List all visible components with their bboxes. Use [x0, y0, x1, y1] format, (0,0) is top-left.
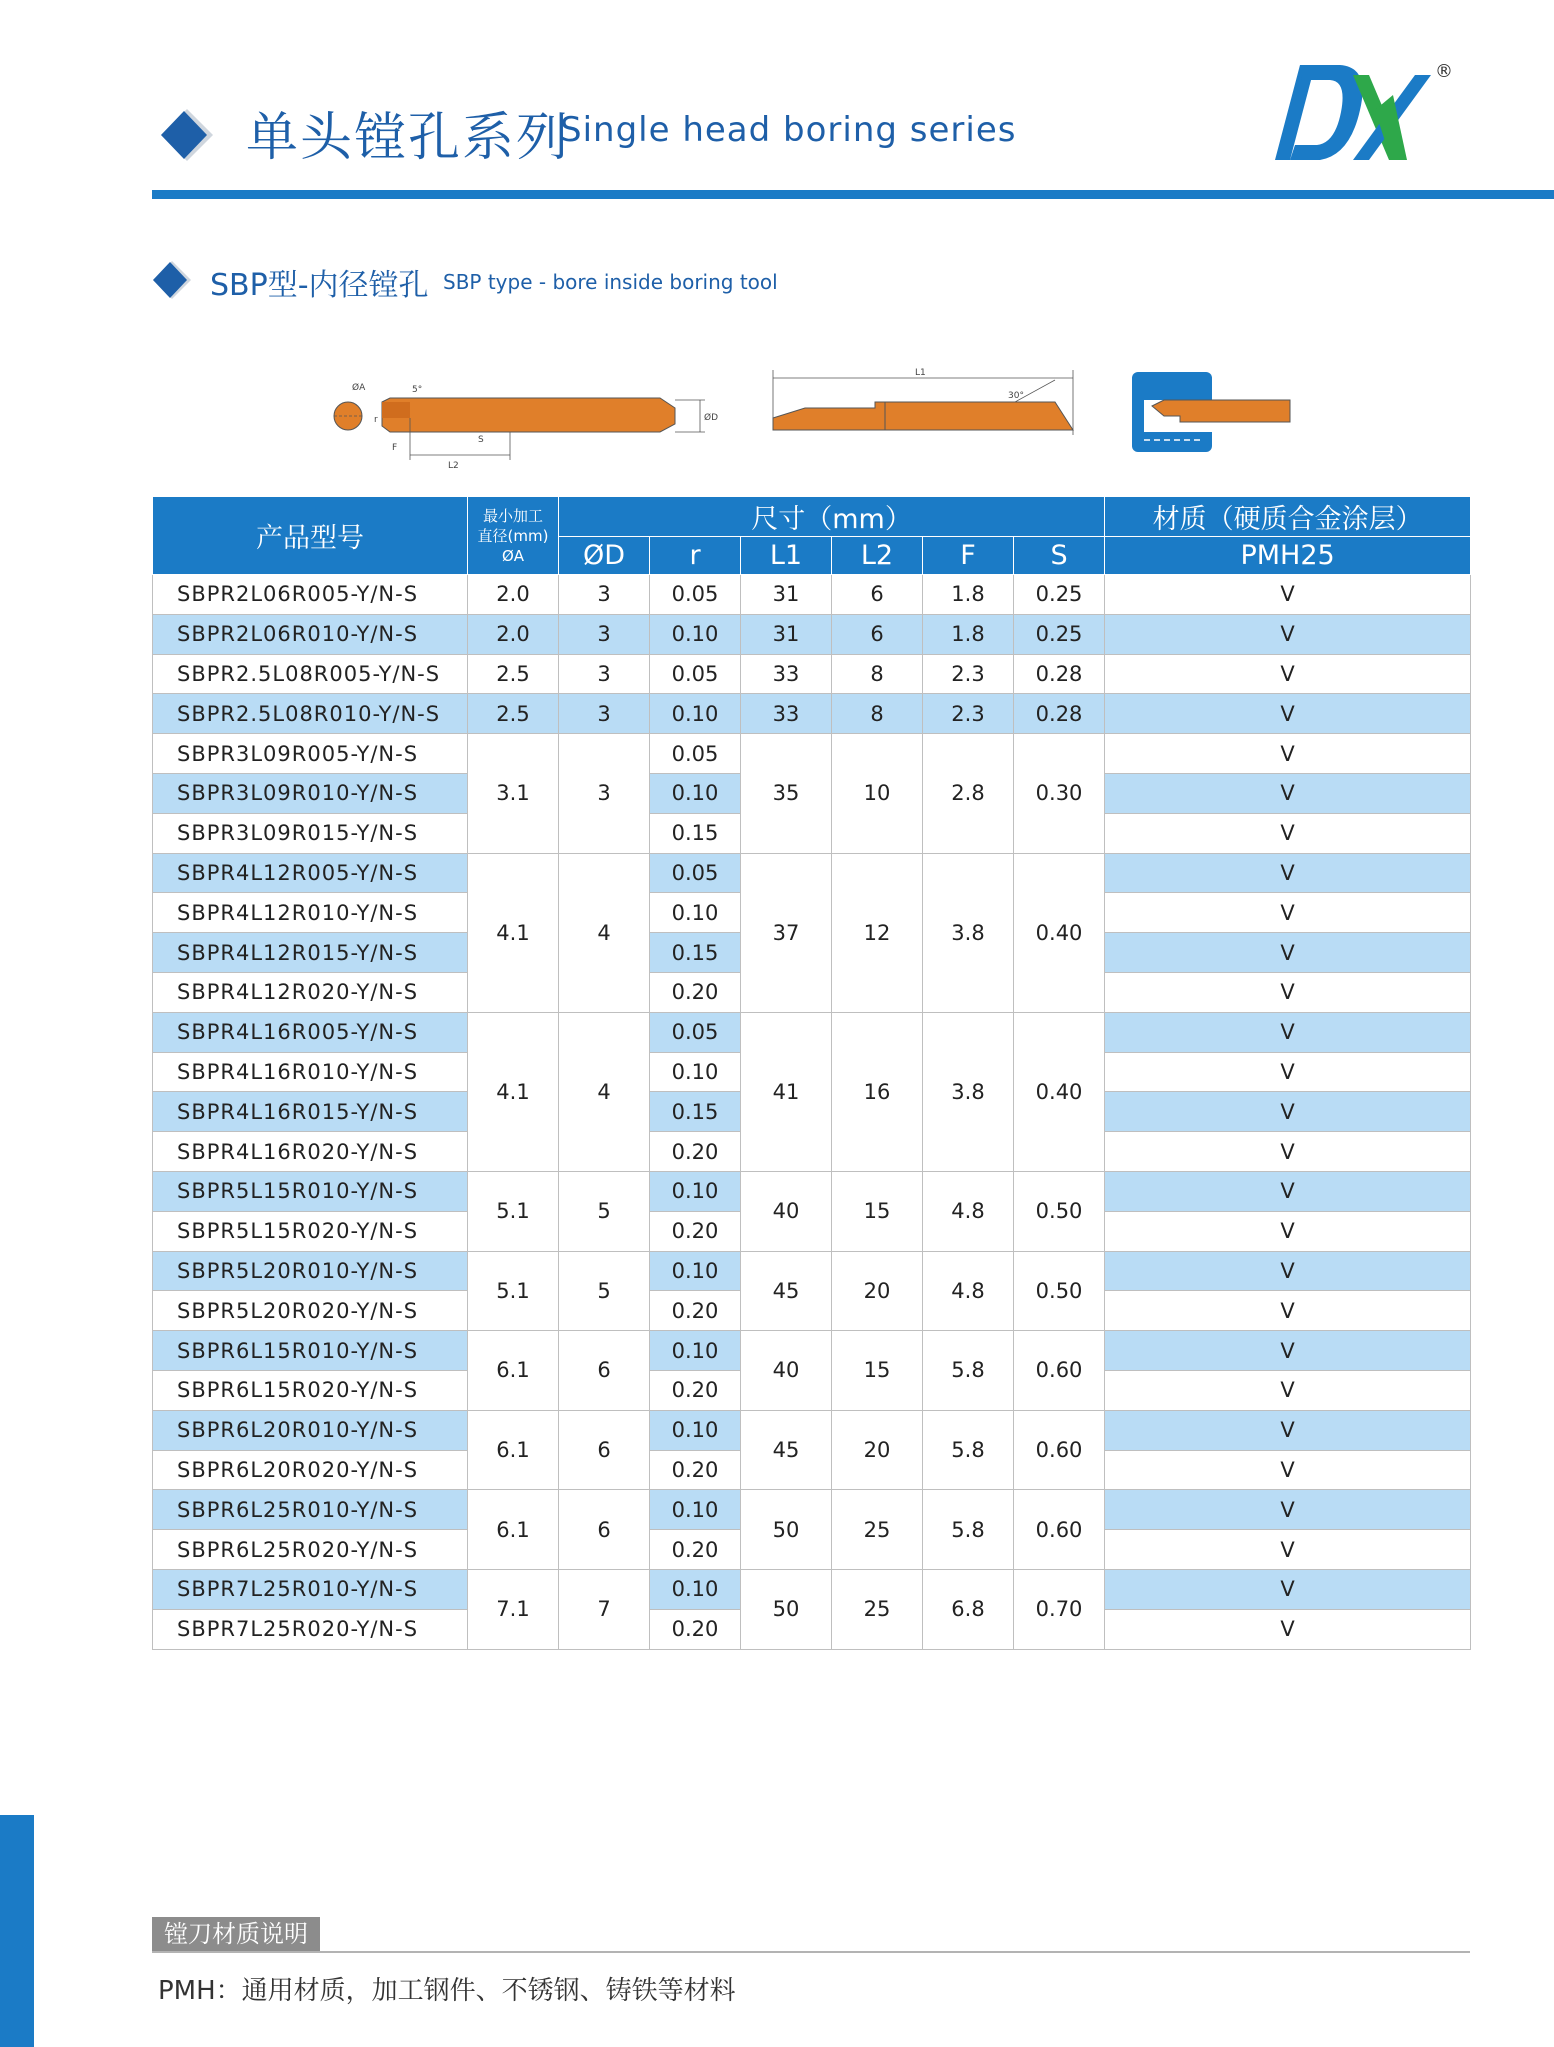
cell-pmh25: V	[1105, 1012, 1471, 1052]
cell-d: 7	[559, 1569, 650, 1649]
cell-model: SBPR2L06R005-Y/N-S	[153, 575, 468, 615]
cell-f: 5.8	[923, 1331, 1014, 1411]
table-row	[153, 734, 1471, 774]
cell-f: 4.8	[923, 1171, 1014, 1251]
cell-l1: 31	[741, 614, 832, 654]
header-material: 材质（硬质合金涂层）	[1105, 497, 1471, 537]
header-l2: L2	[832, 537, 923, 575]
cell-r: 0.15	[650, 1092, 741, 1132]
boring-application-icon	[1130, 370, 1300, 455]
cell-l2: 15	[832, 1331, 923, 1411]
cell-d: 3	[559, 654, 650, 694]
cell-r: 0.20	[650, 1609, 741, 1649]
cell-model: SBPR7L25R020-Y/N-S	[153, 1609, 468, 1649]
cell-model: SBPR2L06R010-Y/N-S	[153, 614, 468, 654]
cell-l2: 6	[832, 614, 923, 654]
cell-f: 2.8	[923, 734, 1014, 853]
cell-pmh25: V	[1105, 972, 1471, 1012]
cell-l2: 15	[832, 1171, 923, 1251]
cell-d: 4	[559, 1012, 650, 1171]
page-title-cn: 单头镗孔系列	[246, 108, 571, 168]
cell-s: 0.30	[1014, 734, 1105, 853]
cell-model: SBPR4L12R010-Y/N-S	[153, 893, 468, 933]
cell-min-dia: 2.0	[468, 575, 559, 615]
table-row	[153, 853, 1471, 893]
spec-table-body	[153, 575, 1471, 1650]
cell-l1: 40	[741, 1331, 832, 1411]
cell-pmh25: V	[1105, 1211, 1471, 1251]
cell-s: 0.60	[1014, 1410, 1105, 1490]
cell-s: 0.40	[1014, 853, 1105, 1012]
cell-r: 0.10	[650, 1171, 741, 1211]
cell-min-dia: 5.1	[468, 1171, 559, 1251]
cell-s: 0.70	[1014, 1569, 1105, 1649]
cell-r: 0.20	[650, 1132, 741, 1172]
cell-f: 2.3	[923, 694, 1014, 734]
cell-pmh25: V	[1105, 1052, 1471, 1092]
cell-l2: 25	[832, 1569, 923, 1649]
cell-f: 1.8	[923, 575, 1014, 615]
cell-model: SBPR5L15R010-Y/N-S	[153, 1171, 468, 1211]
table-row	[153, 1331, 1471, 1371]
cell-r: 0.10	[650, 1052, 741, 1092]
table-row	[153, 1012, 1471, 1052]
label-angle: 5°	[412, 385, 423, 395]
cell-pmh25: V	[1105, 773, 1471, 813]
cell-model: SBPR4L16R020-Y/N-S	[153, 1132, 468, 1172]
label-s: S	[478, 435, 484, 445]
header-s: S	[1014, 537, 1105, 575]
cell-s: 0.50	[1014, 1171, 1105, 1251]
cell-model: SBPR6L15R020-Y/N-S	[153, 1370, 468, 1410]
cell-s: 0.60	[1014, 1490, 1105, 1570]
header-grade: PMH25	[1105, 537, 1471, 575]
cell-r: 0.15	[650, 933, 741, 973]
header-dimensions: 尺寸（mm）	[559, 497, 1105, 537]
cell-d: 3	[559, 614, 650, 654]
cell-min-dia: 3.1	[468, 734, 559, 853]
cell-l1: 45	[741, 1410, 832, 1490]
cell-s: 0.28	[1014, 694, 1105, 734]
cell-l2: 20	[832, 1251, 923, 1331]
diamond-bullet-icon	[150, 258, 194, 302]
cell-l2: 25	[832, 1490, 923, 1570]
cell-l1: 50	[741, 1490, 832, 1570]
cell-pmh25: V	[1105, 813, 1471, 853]
tool-length-drawing	[765, 360, 1085, 470]
cell-r: 0.20	[650, 1530, 741, 1570]
cell-d: 6	[559, 1331, 650, 1411]
cell-l1: 33	[741, 694, 832, 734]
header-min-dia-line1: 最小加工	[482, 506, 543, 525]
cell-r: 0.05	[650, 734, 741, 774]
cell-r: 0.10	[650, 1331, 741, 1371]
cell-d: 4	[559, 853, 650, 1012]
cell-model: SBPR6L20R010-Y/N-S	[153, 1410, 468, 1450]
cell-pmh25: V	[1105, 1530, 1471, 1570]
page-title-en: Single head boring series	[560, 110, 1017, 150]
table-row	[153, 1569, 1471, 1609]
cell-f: 2.3	[923, 654, 1014, 694]
cell-min-dia: 7.1	[468, 1569, 559, 1649]
cell-l1: 31	[741, 575, 832, 615]
table-row	[153, 1410, 1471, 1450]
cell-model: SBPR3L09R015-Y/N-S	[153, 813, 468, 853]
cell-pmh25: V	[1105, 694, 1471, 734]
cell-r: 0.05	[650, 654, 741, 694]
cell-min-dia: 6.1	[468, 1490, 559, 1570]
cell-min-dia: 2.5	[468, 694, 559, 734]
cell-model: SBPR7L25R010-Y/N-S	[153, 1569, 468, 1609]
note-label: 镗刀材质说明	[152, 1917, 320, 1951]
cell-r: 0.10	[650, 1251, 741, 1291]
cell-s: 0.28	[1014, 654, 1105, 694]
cell-pmh25: V	[1105, 1132, 1471, 1172]
cell-model: SBPR5L20R010-Y/N-S	[153, 1251, 468, 1291]
cell-f: 4.8	[923, 1251, 1014, 1331]
cell-pmh25: V	[1105, 1251, 1471, 1291]
label-angle-30: 30°	[1008, 391, 1024, 401]
cell-l1: 37	[741, 853, 832, 1012]
cell-d: 3	[559, 694, 650, 734]
cell-r: 0.10	[650, 614, 741, 654]
cell-pmh25: V	[1105, 1569, 1471, 1609]
cell-model: SBPR3L09R010-Y/N-S	[153, 773, 468, 813]
cell-r: 0.20	[650, 1211, 741, 1251]
spec-table	[152, 496, 1471, 1650]
cell-model: SBPR2.5L08R010-Y/N-S	[153, 694, 468, 734]
label-l2: L2	[448, 461, 459, 471]
table-row	[153, 694, 1471, 734]
cell-d: 5	[559, 1251, 650, 1331]
cell-r: 0.10	[650, 694, 741, 734]
header-model: 产品型号	[153, 497, 468, 575]
cell-s: 0.60	[1014, 1331, 1105, 1411]
cell-f: 3.8	[923, 1012, 1014, 1171]
cell-d: 3	[559, 575, 650, 615]
cell-pmh25: V	[1105, 1331, 1471, 1371]
cell-r: 0.10	[650, 893, 741, 933]
header-rule	[152, 190, 1554, 199]
table-row	[153, 1251, 1471, 1291]
cell-d: 6	[559, 1410, 650, 1490]
cell-l1: 35	[741, 734, 832, 853]
cell-r: 0.20	[650, 1370, 741, 1410]
cell-model: SBPR4L12R015-Y/N-S	[153, 933, 468, 973]
cell-d: 3	[559, 734, 650, 853]
cell-l2: 20	[832, 1410, 923, 1490]
cell-pmh25: V	[1105, 1092, 1471, 1132]
cell-f: 5.8	[923, 1410, 1014, 1490]
cell-pmh25: V	[1105, 614, 1471, 654]
cell-r: 0.05	[650, 853, 741, 893]
cell-d: 5	[559, 1171, 650, 1251]
cell-model: SBPR4L16R005-Y/N-S	[153, 1012, 468, 1052]
cell-l2: 8	[832, 694, 923, 734]
cell-r: 0.20	[650, 1450, 741, 1490]
cell-pmh25: V	[1105, 1291, 1471, 1331]
label-d: ØD	[704, 413, 719, 423]
cell-r: 0.05	[650, 1012, 741, 1052]
cell-r: 0.05	[650, 575, 741, 615]
cell-model: SBPR6L25R010-Y/N-S	[153, 1490, 468, 1530]
cell-r: 0.15	[650, 813, 741, 853]
table-row	[153, 654, 1471, 694]
cell-pmh25: V	[1105, 1370, 1471, 1410]
cell-min-dia: 5.1	[468, 1251, 559, 1331]
cell-min-dia: 2.0	[468, 614, 559, 654]
header-f: F	[923, 537, 1014, 575]
cell-pmh25: V	[1105, 575, 1471, 615]
label-l1: L1	[915, 368, 926, 378]
note-divider	[152, 1951, 1470, 1953]
header-min-dia-line2: 直径(mm)	[477, 526, 549, 545]
cell-r: 0.10	[650, 1569, 741, 1609]
cell-model: SBPR5L20R020-Y/N-S	[153, 1291, 468, 1331]
cell-pmh25: V	[1105, 1410, 1471, 1450]
header-min-dia	[468, 497, 559, 575]
cell-s: 0.50	[1014, 1251, 1105, 1331]
cell-l2: 10	[832, 734, 923, 853]
cell-l2: 12	[832, 853, 923, 1012]
cell-l2: 16	[832, 1012, 923, 1171]
cell-f: 3.8	[923, 853, 1014, 1012]
cell-s: 0.40	[1014, 1012, 1105, 1171]
cell-s: 0.25	[1014, 575, 1105, 615]
cell-r: 0.10	[650, 1410, 741, 1450]
cell-pmh25: V	[1105, 1490, 1471, 1530]
cell-model: SBPR6L25R020-Y/N-S	[153, 1530, 468, 1570]
cell-pmh25: V	[1105, 1450, 1471, 1490]
section-title-en: SBP type - bore inside boring tool	[443, 270, 778, 294]
cell-pmh25: V	[1105, 654, 1471, 694]
cell-s: 0.25	[1014, 614, 1105, 654]
cell-model: SBPR6L15R010-Y/N-S	[153, 1331, 468, 1371]
cell-model: SBPR4L12R020-Y/N-S	[153, 972, 468, 1012]
cell-l1: 40	[741, 1171, 832, 1251]
cell-min-dia: 2.5	[468, 654, 559, 694]
header-min-dia-line3: ØA	[501, 546, 525, 565]
cell-pmh25: V	[1105, 1171, 1471, 1211]
header-l1: L1	[741, 537, 832, 575]
cell-f: 5.8	[923, 1490, 1014, 1570]
cell-l1: 50	[741, 1569, 832, 1649]
cell-d: 6	[559, 1490, 650, 1570]
cell-model: SBPR4L12R005-Y/N-S	[153, 853, 468, 893]
footer-accent-bar	[0, 1815, 34, 2047]
cell-min-dia: 6.1	[468, 1331, 559, 1411]
label-r: r	[374, 415, 378, 425]
diamond-bullet-icon	[157, 105, 217, 165]
cell-l2: 6	[832, 575, 923, 615]
tool-dimension-drawing	[330, 360, 720, 470]
cell-l1: 45	[741, 1251, 832, 1331]
table-row	[153, 1171, 1471, 1211]
cell-l1: 33	[741, 654, 832, 694]
cell-r: 0.10	[650, 1490, 741, 1530]
cell-min-dia: 4.1	[468, 1012, 559, 1171]
cell-r: 0.10	[650, 773, 741, 813]
cell-min-dia: 6.1	[468, 1410, 559, 1490]
registered-mark: ®	[1435, 61, 1453, 82]
table-row	[153, 614, 1471, 654]
cell-r: 0.20	[650, 1291, 741, 1331]
cell-l1: 41	[741, 1012, 832, 1171]
cell-pmh25: V	[1105, 933, 1471, 973]
cell-model: SBPR4L16R015-Y/N-S	[153, 1092, 468, 1132]
cell-l2: 8	[832, 654, 923, 694]
section-title-cn: SBP型-内径镗孔	[210, 268, 429, 303]
cell-pmh25: V	[1105, 893, 1471, 933]
cell-pmh25: V	[1105, 734, 1471, 774]
table-row	[153, 575, 1471, 615]
cell-r: 0.20	[650, 972, 741, 1012]
cell-model: SBPR3L09R005-Y/N-S	[153, 734, 468, 774]
label-f: F	[392, 443, 398, 453]
cell-model: SBPR5L15R020-Y/N-S	[153, 1211, 468, 1251]
cell-min-dia: 4.1	[468, 853, 559, 1012]
dx-logo	[1265, 55, 1453, 170]
note-text: PMH：通用材质，加工钢件、不锈钢、铸铁等材料	[158, 1976, 736, 2006]
header-d: ØD	[559, 537, 650, 575]
label-a: ØA	[352, 383, 366, 393]
header-r: r	[650, 537, 741, 575]
table-row	[153, 1490, 1471, 1530]
cell-pmh25: V	[1105, 1609, 1471, 1649]
cell-model: SBPR6L20R020-Y/N-S	[153, 1450, 468, 1490]
cell-model: SBPR2.5L08R005-Y/N-S	[153, 654, 468, 694]
cell-f: 1.8	[923, 614, 1014, 654]
cell-model: SBPR4L16R010-Y/N-S	[153, 1052, 468, 1092]
cell-pmh25: V	[1105, 853, 1471, 893]
cell-f: 6.8	[923, 1569, 1014, 1649]
